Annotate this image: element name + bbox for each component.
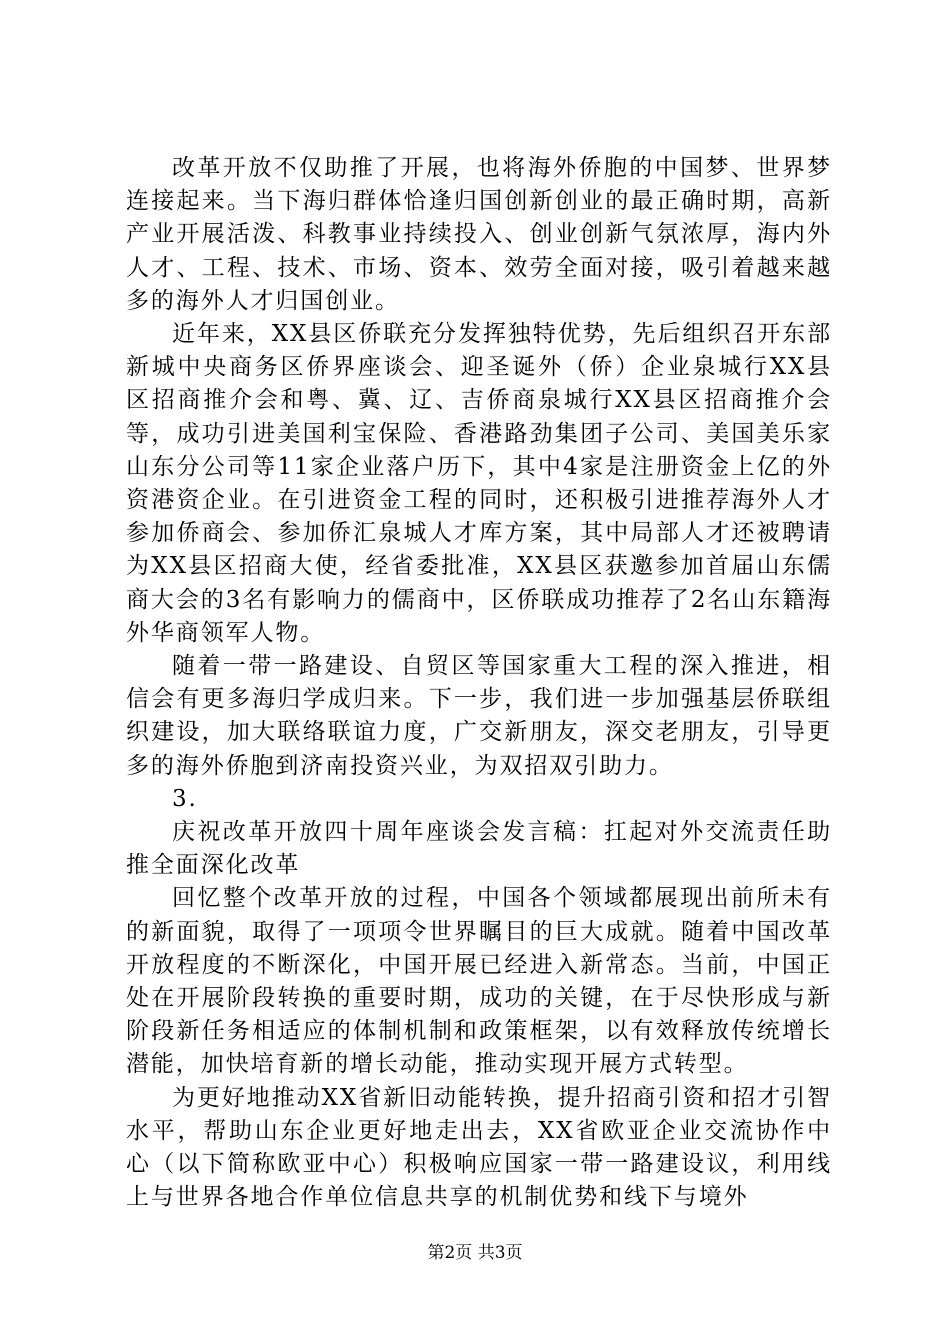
paragraph-2: 近年来，XX县区侨联充分发挥独特优势，先后组织召开东部新城中央商务区侨界座谈会、迎圣诞外（侨）企业泉城行XX县区招商推介会和粤、冀、辽、吉侨商泉城行XX县区招商推介会等，成功引进美国利宝保险、香港路劲集团子公司、美国美乐家山东分公司等11家企业落户历下，其中4家是注册资金上亿的外资港资企业。在引进资金工程的同时，还积极引进推荐海外人才参加侨商会、参加侨汇泉城人才库方案，其中局部人才还被聘请为XX县区招商大使，经省委批准，XX县区获邀参加首届山东儒商大会的3名有影响力的儒商中，区侨联成功推荐了2名山东籍海外华商领军人物。 bbox=[126, 321, 832, 646]
section-number: 3. bbox=[172, 785, 198, 812]
page-footer: 第2页 共3页 bbox=[427, 1243, 523, 1263]
paragraph-5: 为更好地推动XX省新旧动能转换，提升招商引资和招才引智水平，帮助山东企业更好地走出去，XX省欧亚企业交流协作中心（以下简称欧亚中心）积极响应国家一带一路建设议，利用线上与世界各地合作单位信息共享的机制优势和线下与境外 bbox=[126, 1084, 832, 1211]
section-heading: 庆祝改革开放四十周年座谈会发言稿：扛起对外交流责任助推全面深化改革 bbox=[126, 819, 832, 879]
paragraph-3: 随着一带一路建设、自贸区等国家重大工程的深入推进，相信会有更多海归学成归来。下一步，我们进一步加强基层侨联组织建设，加大联络联谊力度，广交新朋友，深交老朋友，引导更多的海外侨胞到济南投资兴业，为双招双引助力。 bbox=[126, 653, 832, 779]
paragraph-1: 改革开放不仅助推了开展，也将海外侨胞的中国梦、世界梦连接起来。当下海归群体恰逢归国创新创业的最正确时期，高新产业开展活泼、科教事业持续投入、创业创新气氛浓厚，海内外人才、工程、技术、市场、资本、效劳全面对接，吸引着越来越多的海外人才归国创业。 bbox=[126, 155, 832, 314]
document-body bbox=[126, 152, 832, 1215]
paragraph-4: 回忆整个改革开放的过程，中国各个领域都展现出前所未有的新面貌，取得了一项项令世界瞩目的巨大成就。随着中国改革开放程度的不断深化，中国开展已经进入新常态。当前，中国正处在开展阶段转换的重要时期，成功的关键，在于尽快形成与新阶段新任务相适应的体制机制和政策框架，以有效释放传统增长潜能，加快培育新的增长动能，推动实现开展方式转型。 bbox=[126, 885, 832, 1078]
